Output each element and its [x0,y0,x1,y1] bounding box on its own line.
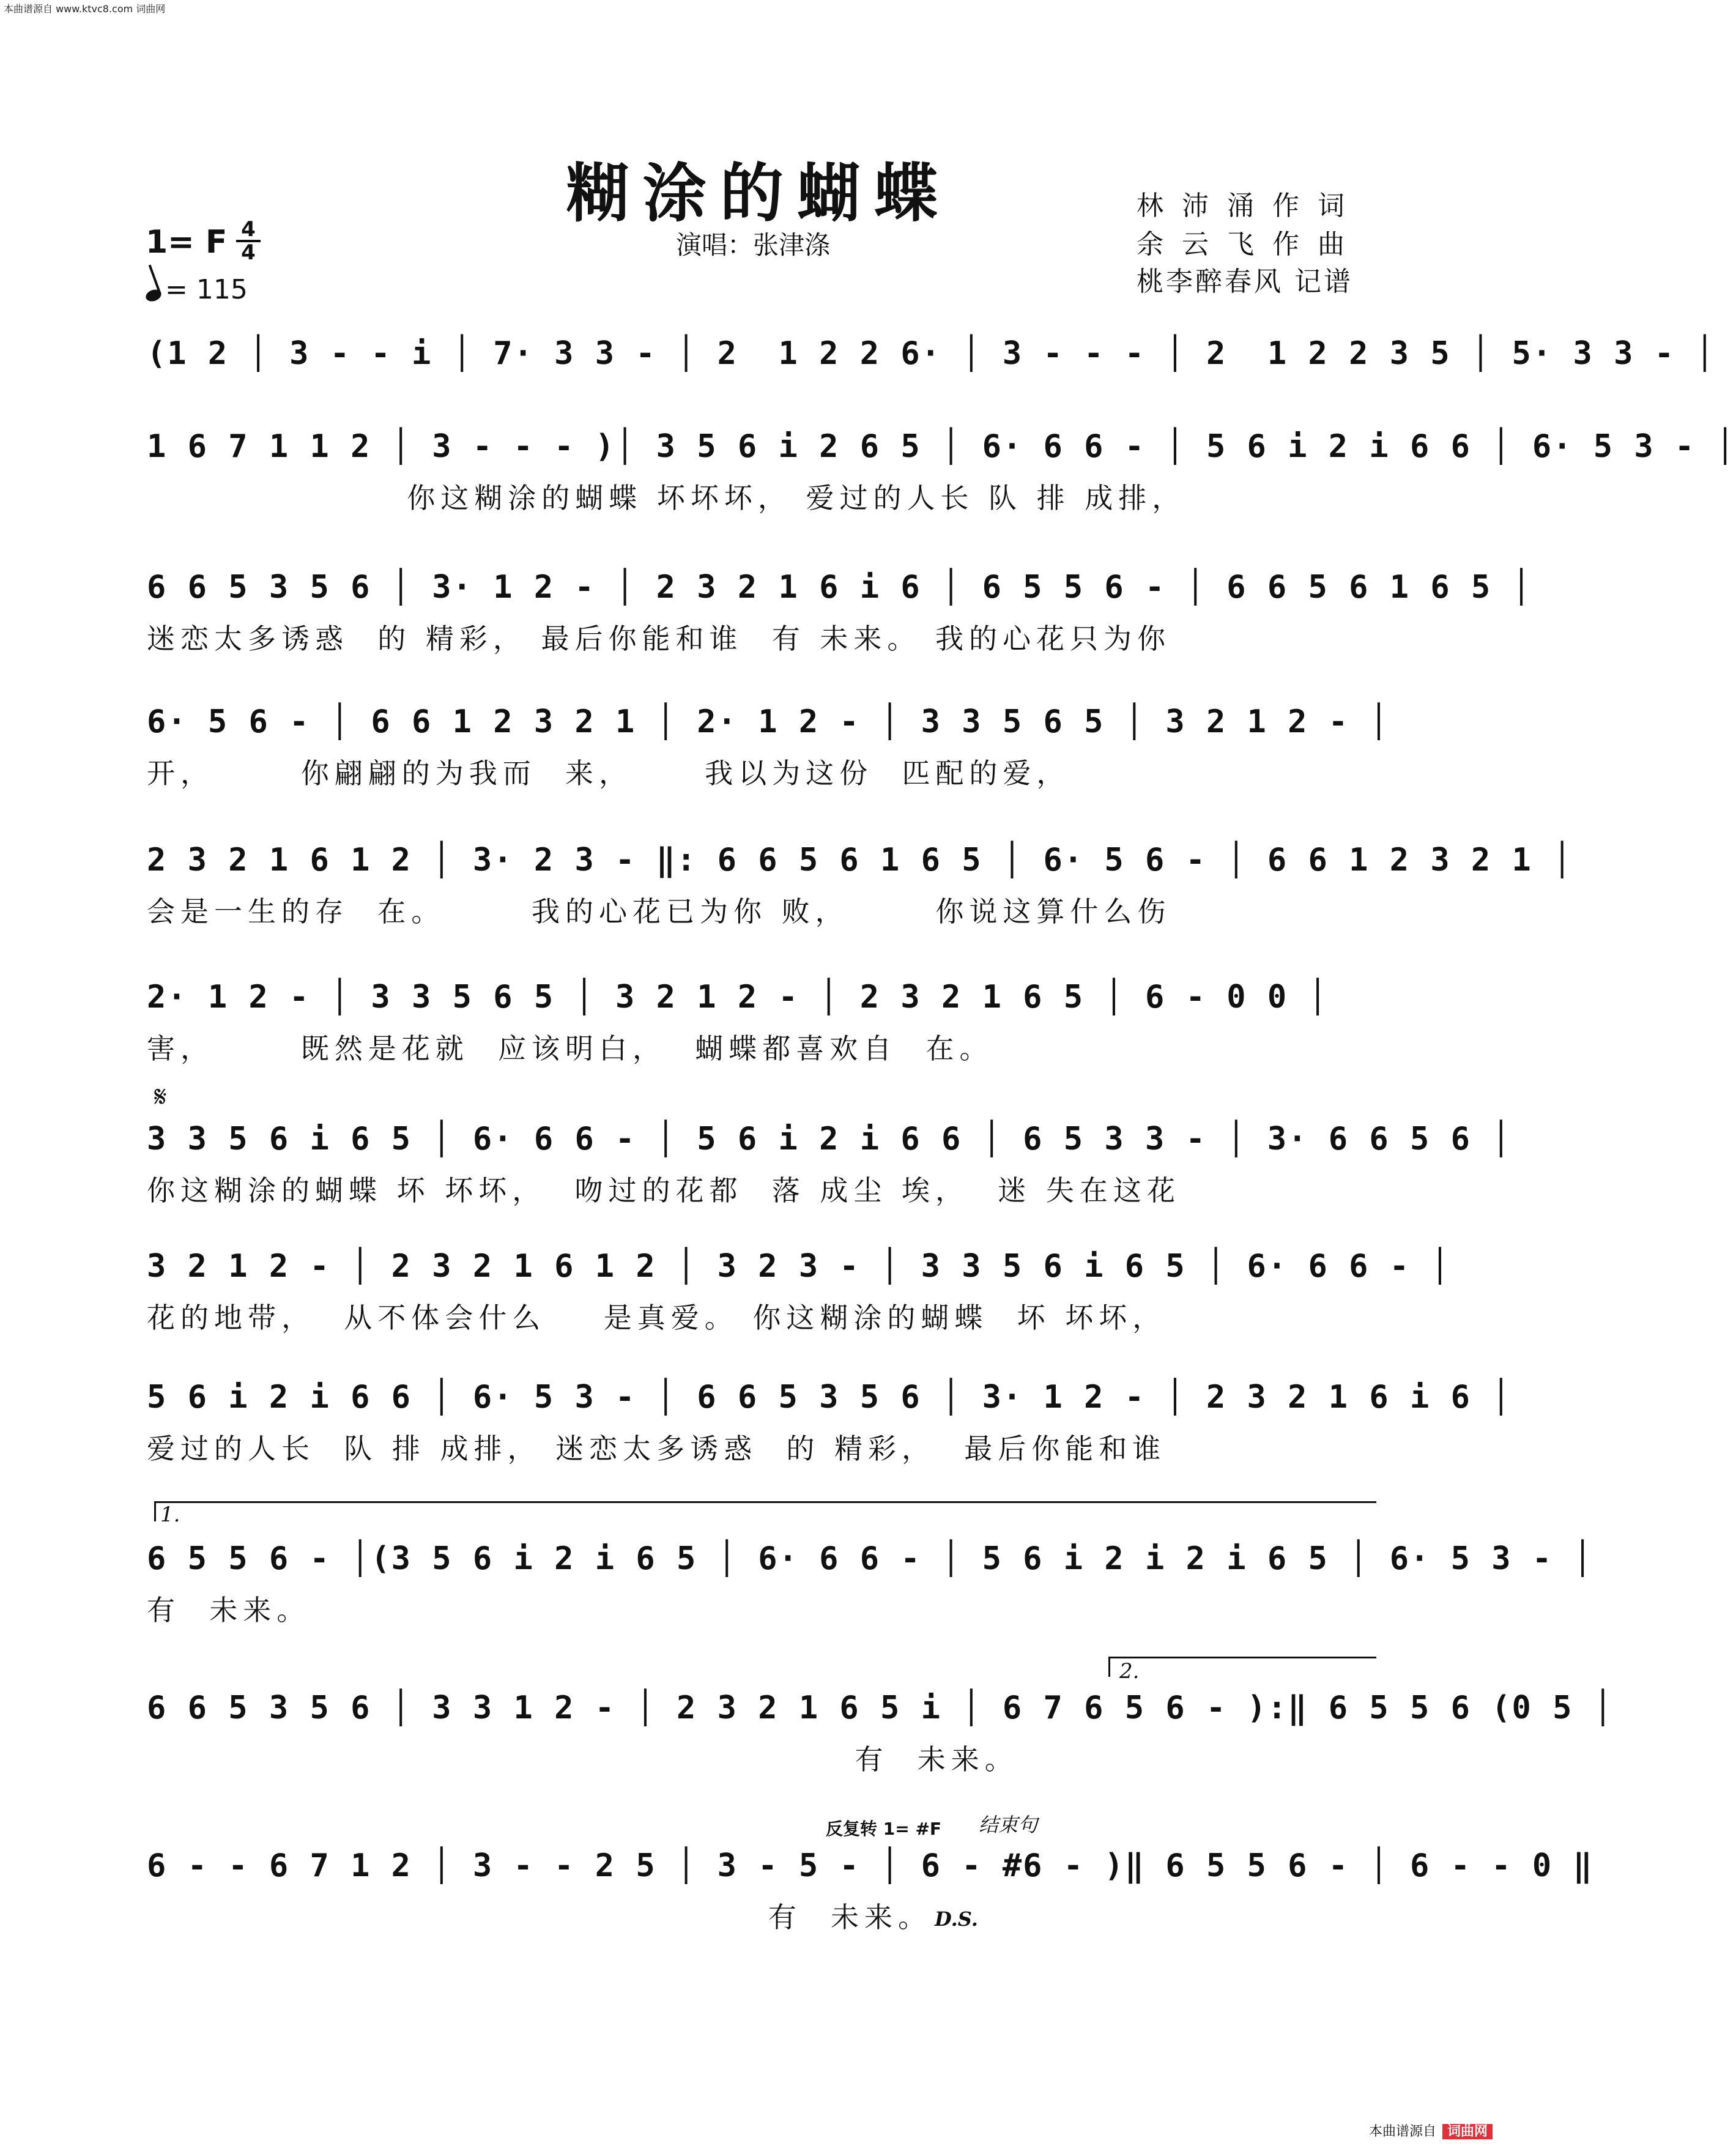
row-notes: 3 2 1 2 - │ 2 3 2 1 6 1 2 │ 3 2 3 - │ 3 3 5 6 i 6 5 │ 6· 6 6 - │ [147,1248,1451,1285]
row-notes: (1 2 │ 3 - - i │ 7· 3 3 - │ 2 1 2 2 6· │ 3 - - - │ 2 1 2 2 3 5 │ 5· 3 3 - │ [147,335,1716,372]
repeat-key-change: 反复转 1= #F [826,1819,942,1839]
row-notes: 2· 1 2 - │ 3 3 5 6 5 │ 3 2 1 2 - │ 2 3 2 1 6 5 │ 6 - 0 0 │ [147,979,1329,1015]
row-lyrics: 花的地带， 从不体会什么 是真爱。 你这糊涂的蝴蝶 坏 坏坏， [147,1301,1167,1334]
singer-credit: 演唱：张津涤 [676,230,831,260]
row-notes: 5 6 i 2 i 6 6 │ 6· 5 3 - │ 6 6 5 3 5 6 │ 3· 1 2 - │ 2 3 2 1 6 i 6 │ [147,1379,1512,1416]
row-lyrics: 开， 你翩翩的为我而 来， 我以为这份 匹配的爱， [147,757,1070,790]
row-notes: 6 6 5 3 5 6 │ 3· 1 2 - │ 2 3 2 1 6 i 6 │ 6 5 5 6 - │ 6 6 5 6 1 6 5 │ [147,569,1532,606]
composer-credit: 余云飞作曲 [1137,229,1363,260]
row-lyrics: 你这糊涂的蝴蝶 坏坏坏， 爱过的人长 队 排 成排， [147,481,1186,514]
row-notes: 6 - - 6 7 1 2 │ 3 - - 2 5 │ 3 - 5 - │ 6 - #6 - )‖ 6 5 5 6 - │ 6 - - 0 ‖ [147,1847,1593,1884]
row-notes: 6· 5 6 - │ 6 6 1 2 3 2 1 │ 2· 1 2 - │ 3 3 5 6 5 │ 3 2 1 2 - │ [147,704,1390,740]
ending-phrase-label: 结束句 [979,1813,1038,1836]
song-title: 糊涂的蝴蝶 [565,155,951,231]
tempo-value: = 115 [165,274,248,305]
time-signature-numerator: 4 [241,217,256,242]
row-notes: 6 5 5 6 - │(3 5 6 i 2 i 6 5 │ 6· 6 6 - │ 5 6 i 2 i 2 i 6 5 │ 6· 5 3 - │ [147,1540,1593,1577]
bottom-watermark-text: 本曲谱源自 [1368,2124,1436,2139]
time-signature-denominator: 4 [236,240,261,263]
volta-2-label: 2. [1119,1659,1140,1684]
row-lyrics: 会是一生的存 在。 我的心花已为你 败， 你说这算什么伤 [147,895,1171,928]
row-lyrics: 有 未来。 [147,1901,932,1934]
tempo-marking [146,274,248,305]
row-notes: 6 6 5 3 5 6 │ 3 3 1 2 - │ 2 3 2 1 6 5 i │ 6 7 6 5 6 - ):‖ 6 5 5 6 (0 5 │ [147,1690,1614,1726]
volta-bracket-2 [1108,1657,1376,1677]
brand-logo: 词曲网 [1442,2124,1493,2139]
row-notes: 1 6 7 1 1 2 │ 3 - - - )│ 3 5 6 i 2 6 5 │ 6· 6 6 - │ 5 6 i 2 i 6 6 │ 6· 5 3 - │ [147,428,1736,465]
row-notes: 2 3 2 1 6 1 2 │ 3· 2 3 - ‖: 6 6 5 6 1 6 5 │ 6· 5 6 - │ 6 6 1 2 3 2 1 │ [147,842,1573,878]
key-signature: 1= F [146,224,228,261]
segno-icon: 𝄋 [154,1080,167,1114]
quarter-note-icon [144,288,163,303]
row-lyrics: 你这糊涂的蝴蝶 坏 坏坏， 吻过的花都 落 成尘 埃， 迷 失在这花 [147,1174,1181,1207]
row-lyrics: 爱过的人长 队 排 成排， 迷恋太多诱惑 的 精彩， 最后你能和谁 [147,1432,1167,1465]
dal-segno-marking: D.S. [935,1907,978,1931]
transcriber-credit: 桃李醉春风 记谱 [1137,266,1353,297]
volta-bracket-1 [154,1501,1376,1521]
row-lyrics: 害， 既然是花就 应该明白， 蝴蝶都喜欢自 在。 [147,1032,993,1065]
row-notes: 3 3 5 6 i 6 5 │ 6· 6 6 - │ 5 6 i 2 i 6 6 │ 6 5 3 3 - │ 3· 6 6 5 6 │ [147,1121,1512,1157]
row-lyrics: 迷恋太多诱惑 的 精彩， 最后你能和谁 有 未来。 我的心花只为你 [147,622,1171,655]
row-lyrics: 有 未来。 [147,1743,1018,1776]
row-lyrics: 有 未来。 [147,1594,311,1627]
time-signature [236,219,261,263]
top-watermark: 本曲谱源自 www.ktvc8.com 词曲网 [4,3,166,15]
lyricist-credit: 林沛涌作词 [1137,190,1363,221]
bottom-watermark [1369,2121,1493,2140]
volta-1-label: 1. [160,1502,180,1527]
